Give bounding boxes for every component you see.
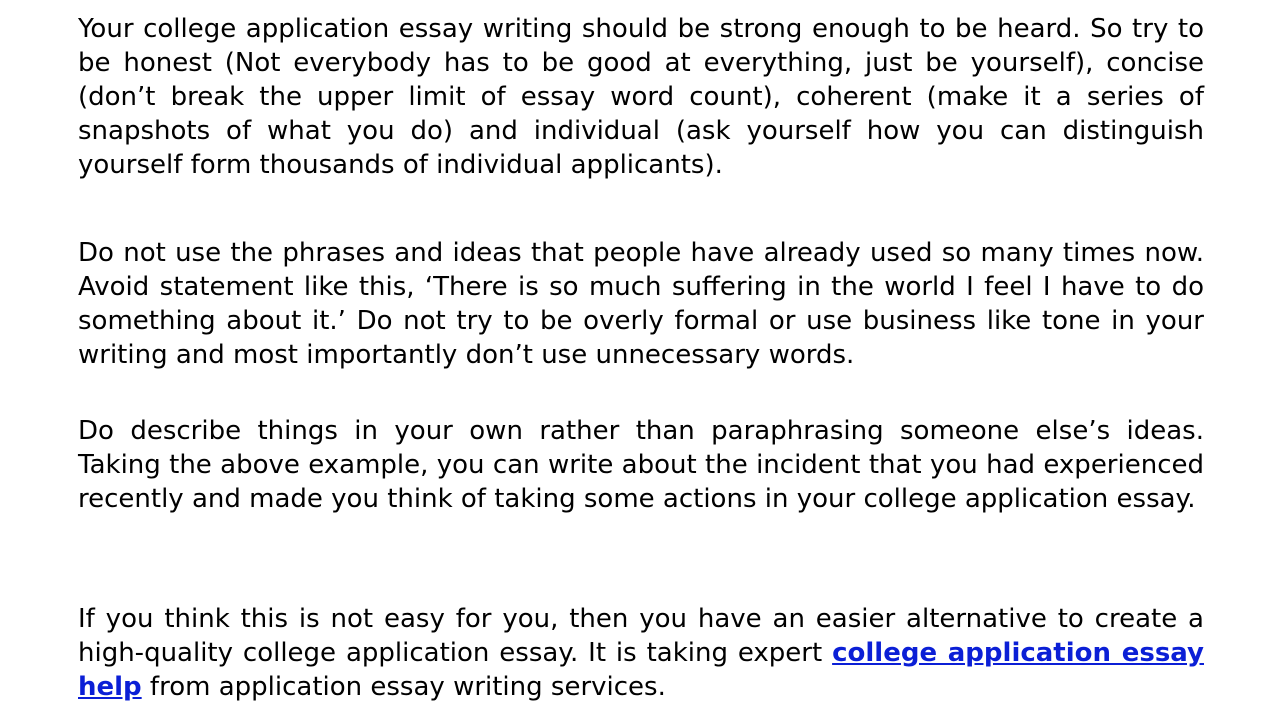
paragraph-avoid-cliches: Do not use the phrases and ideas that people have already used so many times now. Avoid statement like this, ‘There is so much suffering in the world I feel I have to do something about it.’ Do not try to be overly formal or use business like tone in your writing and most importantly don’t use unnecessary words. [78, 238, 1204, 370]
college-application-essay-help-link[interactable]: college application essay help [78, 638, 1204, 702]
paragraph-alternative-text-end: from application essay writing services. [141, 672, 666, 702]
paragraph-alternative-text-start: If you think this is not easy for you, then you have an easier alternative to create a high-quality college application essay. It is taking expert [78, 604, 1204, 668]
paragraph-honesty: Your college application essay writing should be strong enough to be heard. So try to be honest (Not everybody has to be good at everything, just be yourself), concise (don’t break the upper limit of essay word count), coherent (make it a series of snapshots of what you do) and individual (ask yourself how you can distinguish yourself form thousands of individual applicants). [78, 14, 1204, 180]
paragraph-alternative [78, 602, 1204, 704]
paragraph-own-words: Do describe things in your own rather than paraphrasing someone else’s ideas. Taking the above example, you can write about the incident that you had experienced recently and made you think of taking some actions in your college application essay. [78, 416, 1204, 514]
